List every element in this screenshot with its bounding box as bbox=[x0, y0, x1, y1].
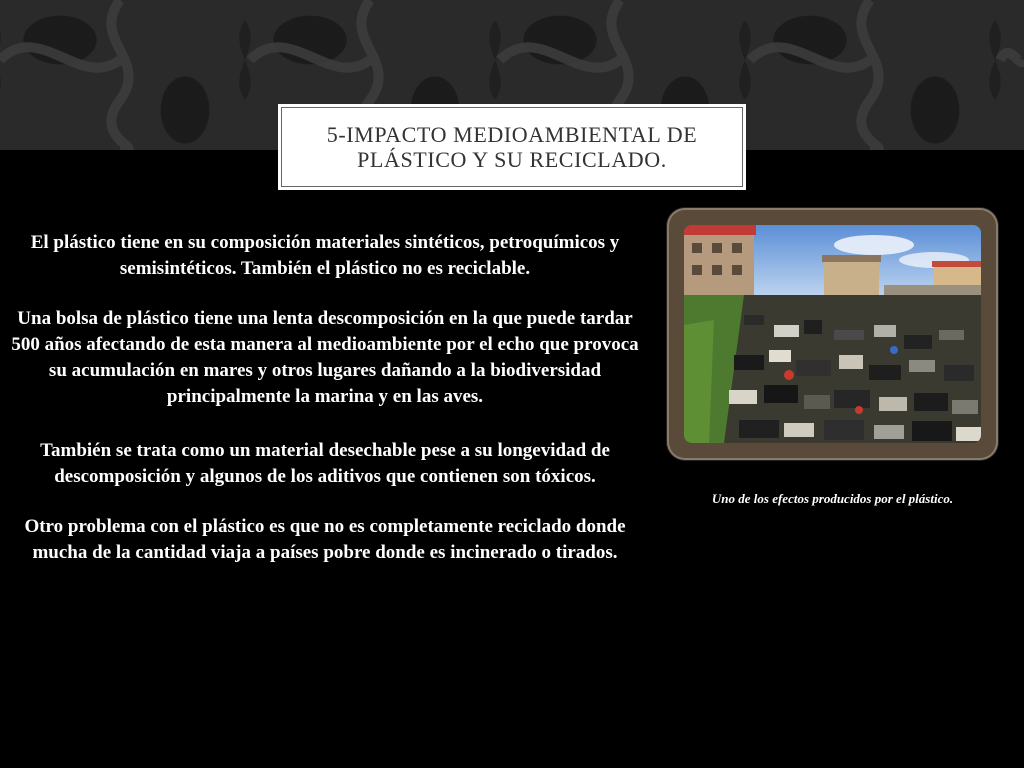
title-frame bbox=[281, 107, 743, 187]
paragraph-composition: El plástico tiene en su composición materiales sintéticos, petroquímicos y semisintéticos. También el plástico no es reciclable. bbox=[30, 232, 620, 279]
paragraph-decomposition: Una bolsa de plástico tiene una lenta descomposición en la que puede tardar 500 años afectando de esta manera al medioambiente por el echo que provoca su acumulación en mares y otros lugares dañando a la biodiversidad principalmente la marina y en las aves. bbox=[11, 308, 639, 407]
title-box bbox=[278, 104, 746, 190]
paragraph-recycling: Otro problema con el plástico es que no es completamente reciclado donde mucha de la cantidad viaja a países pobre donde es incinerado o tirados. bbox=[24, 516, 626, 563]
body-text bbox=[10, 230, 640, 590]
photo-frame bbox=[667, 208, 998, 460]
paragraph-disposable: También se trata como un material desechable pese a su longevidad de descomposición y algunos de los aditivos que contienen son tóxicos. bbox=[40, 440, 610, 487]
slide-title: 5-IMPACTO MEDIOAMBIENTAL DE PLÁSTICO Y SU RECICLADO. bbox=[326, 122, 698, 172]
plastic-waste-image bbox=[684, 225, 981, 443]
image-caption: Uno de los efectos producidos por el plástico. bbox=[711, 491, 954, 506]
plastic-waste-photo bbox=[684, 225, 981, 443]
